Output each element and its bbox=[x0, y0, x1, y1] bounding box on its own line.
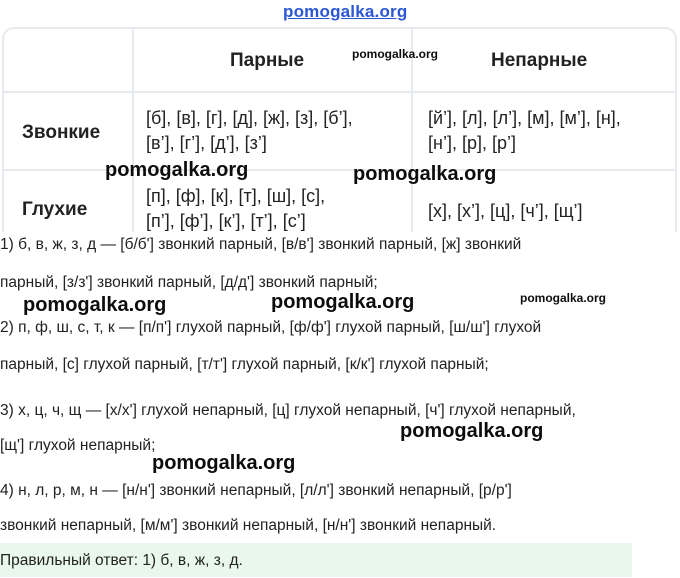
voiceless-paired-line-1: [п], [ф], [к], [т], [ш], [с], bbox=[146, 186, 326, 206]
table-divider bbox=[4, 91, 675, 93]
answer-line-2: парный, [з/з'] звонкий парный, [д/д'] звонкий парный; bbox=[0, 274, 378, 291]
voiced-paired-line-1: [б], [в], [г], [д], [ж], [з], [б’], bbox=[146, 108, 353, 128]
watermark: pomogalka.org bbox=[400, 420, 544, 442]
watermark: pomogalka.org bbox=[23, 294, 167, 316]
answer-line-8: звонкий непарный, [м/м'] звонкий непарный, [н/н'] звонкий непарный. bbox=[0, 517, 497, 534]
watermark-link[interactable]: pomogalka.org bbox=[283, 2, 408, 21]
voiced-unpaired-line-1: [й’], [л], [л’], [м], [м’], [н], bbox=[428, 108, 621, 128]
row-header-voiced: Звонкие bbox=[22, 122, 101, 143]
watermark: pomogalka.org bbox=[352, 47, 439, 61]
answer-line-7: 4) н, л, р, м, н — [н/н'] звонкий непарный, [л/л'] звонкий непарный, [р/р'] bbox=[0, 482, 512, 499]
answer-line-1: 1) б, в, ж, з, д — [б/б'] звонкий парный, [в/в'] звонкий парный, [ж] звонкий bbox=[0, 236, 522, 253]
voiced-unpaired-line-2: [н’], [р], [р’] bbox=[428, 133, 516, 153]
watermark: pomogalka.org bbox=[520, 291, 607, 305]
column-header-unpaired: Непарные bbox=[491, 50, 588, 71]
watermark: pomogalka.org bbox=[271, 291, 415, 313]
voiceless-paired-line-2: [п’], [ф’], [к’], [т’], [с’] bbox=[146, 211, 306, 231]
answer-line-6: [щ'] глухой непарный; bbox=[0, 437, 156, 454]
watermark: pomogalka.org bbox=[152, 452, 296, 474]
voiceless-unpaired: [х], [х’], [ц], [ч’], [щ’] bbox=[428, 201, 583, 221]
column-header-paired: Парные bbox=[230, 50, 305, 71]
answer-line-3: 2) п, ф, ш, с, т, к — [п/п'] глухой парный, [ф/ф'] глухой парный, [ш/ш'] глухой bbox=[0, 319, 542, 336]
answer-line-5: 3) х, ц, ч, щ — [х/х'] глухой непарный, [ц] глухой непарный, [ч'] глухой непарный, bbox=[0, 402, 576, 419]
voiced-paired-line-2: [в’], [г’], [д’], [з’] bbox=[146, 133, 267, 153]
watermark: pomogalka.org bbox=[353, 163, 497, 185]
row-header-voiceless: Глухие bbox=[22, 199, 88, 220]
consonants-table bbox=[2, 27, 677, 232]
correct-answer-text: Правильный ответ: 1) б, в, ж, з, д. bbox=[0, 552, 243, 569]
watermark: pomogalka.org bbox=[105, 159, 249, 181]
table-divider bbox=[132, 29, 134, 232]
answer-line-4: парный, [с] глухой парный, [т/т'] глухой парный, [к/к'] глухой парный; bbox=[0, 356, 489, 373]
